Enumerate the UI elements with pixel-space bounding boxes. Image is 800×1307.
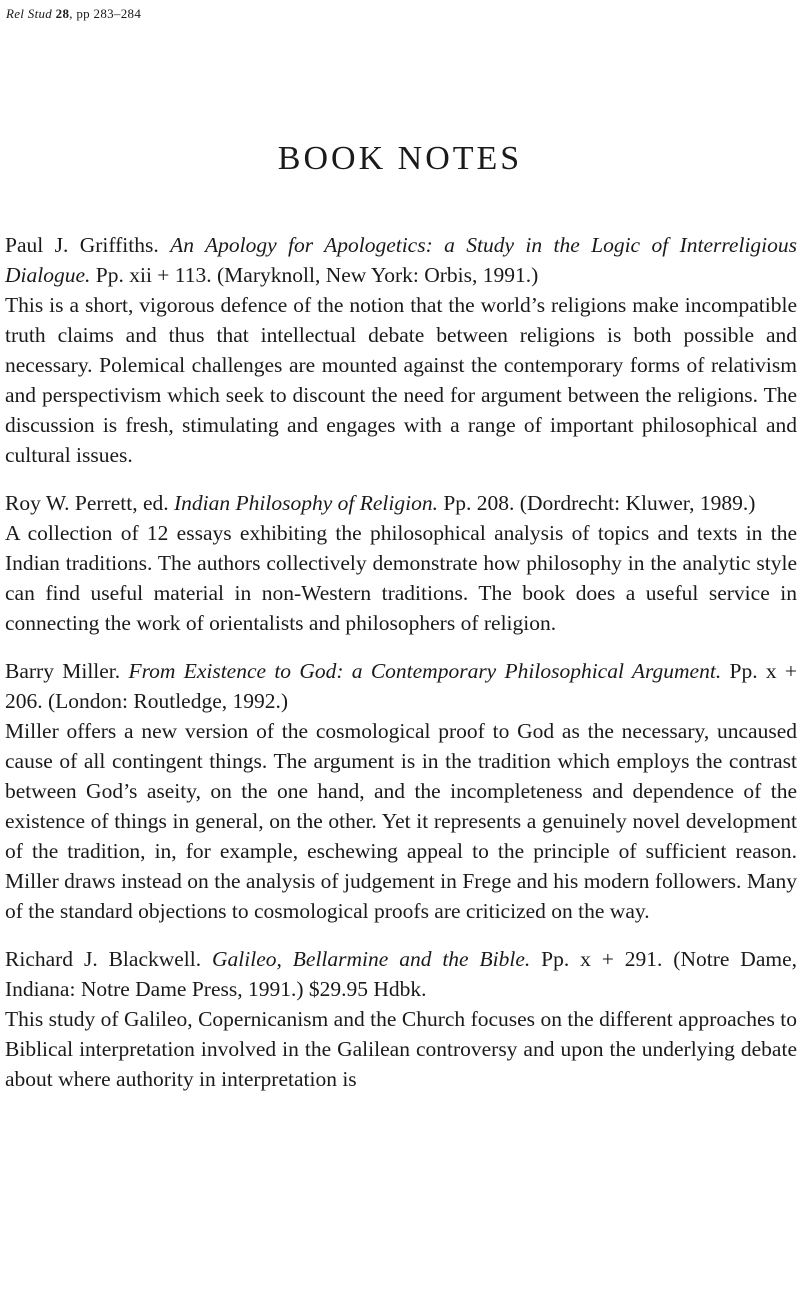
author: Richard J. Blackwell. bbox=[5, 947, 202, 971]
author: Paul J. Griffiths. bbox=[5, 233, 159, 257]
running-head: Rel Stud 28, pp 283–284 bbox=[6, 6, 142, 21]
book-note bbox=[5, 656, 797, 926]
review-text: This is a short, vigorous defence of the notion that the world’s religions make incompatible truth claims and thus that intellectual debate between religions is both possible and necessary. Polemical challenges are mounted against the contemporary forms of relativism and perspectivism which seek to discount the need for argument between the religions. The discussion is fresh, stimulating and engages with a range of important philosophical and cultural issues. bbox=[5, 293, 797, 467]
journal-abbrev: Rel Stud bbox=[6, 6, 53, 21]
book-title: Galileo, Bellarmine and the Bible. bbox=[212, 947, 531, 971]
book-notes-list bbox=[5, 230, 797, 1112]
publication-details: Pp. 208. (Dordrecht: Kluwer, 1989.) bbox=[443, 491, 756, 515]
volume-number: 28 bbox=[55, 6, 70, 21]
publication-details: Pp. xii + 113. (Maryknoll, New York: Orbis, 1991.) bbox=[95, 263, 539, 287]
review-text: This study of Galileo, Copernicanism and the Church focuses on the different approaches to Biblical interpretation involved in the Galilean controversy and upon the underlying debate about where authority in interpretation is bbox=[5, 1007, 797, 1091]
page-title: BOOK NOTES bbox=[277, 140, 523, 177]
publication-details: Pp. x + 291. (Notre Dame, Indiana: Notre Dame Press, 1991.) $29.95 Hdbk. bbox=[5, 947, 797, 1001]
author: Roy W. Perrett, ed. bbox=[5, 491, 169, 515]
book-note bbox=[5, 230, 797, 470]
book-note bbox=[5, 944, 797, 1094]
publication-details: Pp. x + 206. (London: Routledge, 1992.) bbox=[5, 659, 797, 713]
book-title: Indian Philosophy of Religion. bbox=[174, 491, 438, 515]
book-title: An Apology for Apologetics: a Study in the Logic of Interreligious Dialogue. bbox=[5, 233, 798, 287]
review-text: A collection of 12 essays exhibiting the philosophical analysis of topics and texts in the Indian traditions. The authors collectively demonstrate how philosophy in the analytic style can find useful material in non-Western traditions. The book does a useful service in connecting the work of orientalists and philosophers of religion. bbox=[5, 521, 797, 635]
citation bbox=[5, 488, 797, 518]
book-title: From Existence to God: a Contemporary Philosophical Argument. bbox=[128, 659, 722, 683]
citation bbox=[5, 656, 797, 716]
citation bbox=[5, 944, 797, 1004]
review-text: Miller offers a new version of the cosmological proof to God as the necessary, uncaused cause of all contingent things. The argument is in the tradition which employs the contrast between God’s aseity, on the one hand, and the incompleteness and dependence of the existence of things in general, on the other. Yet it represents a genuinely novel development of the tradition, in, for example, eschewing appeal to the principle of sufficient reason. Miller draws instead on the analysis of judgement in Frege and his modern followers. Many of the standard objections to cosmological proofs are criticized on the way. bbox=[5, 719, 797, 923]
author: Barry Miller. bbox=[5, 659, 121, 683]
page-range: pp 283–284 bbox=[76, 6, 142, 21]
citation bbox=[5, 230, 797, 290]
book-note bbox=[5, 488, 797, 638]
